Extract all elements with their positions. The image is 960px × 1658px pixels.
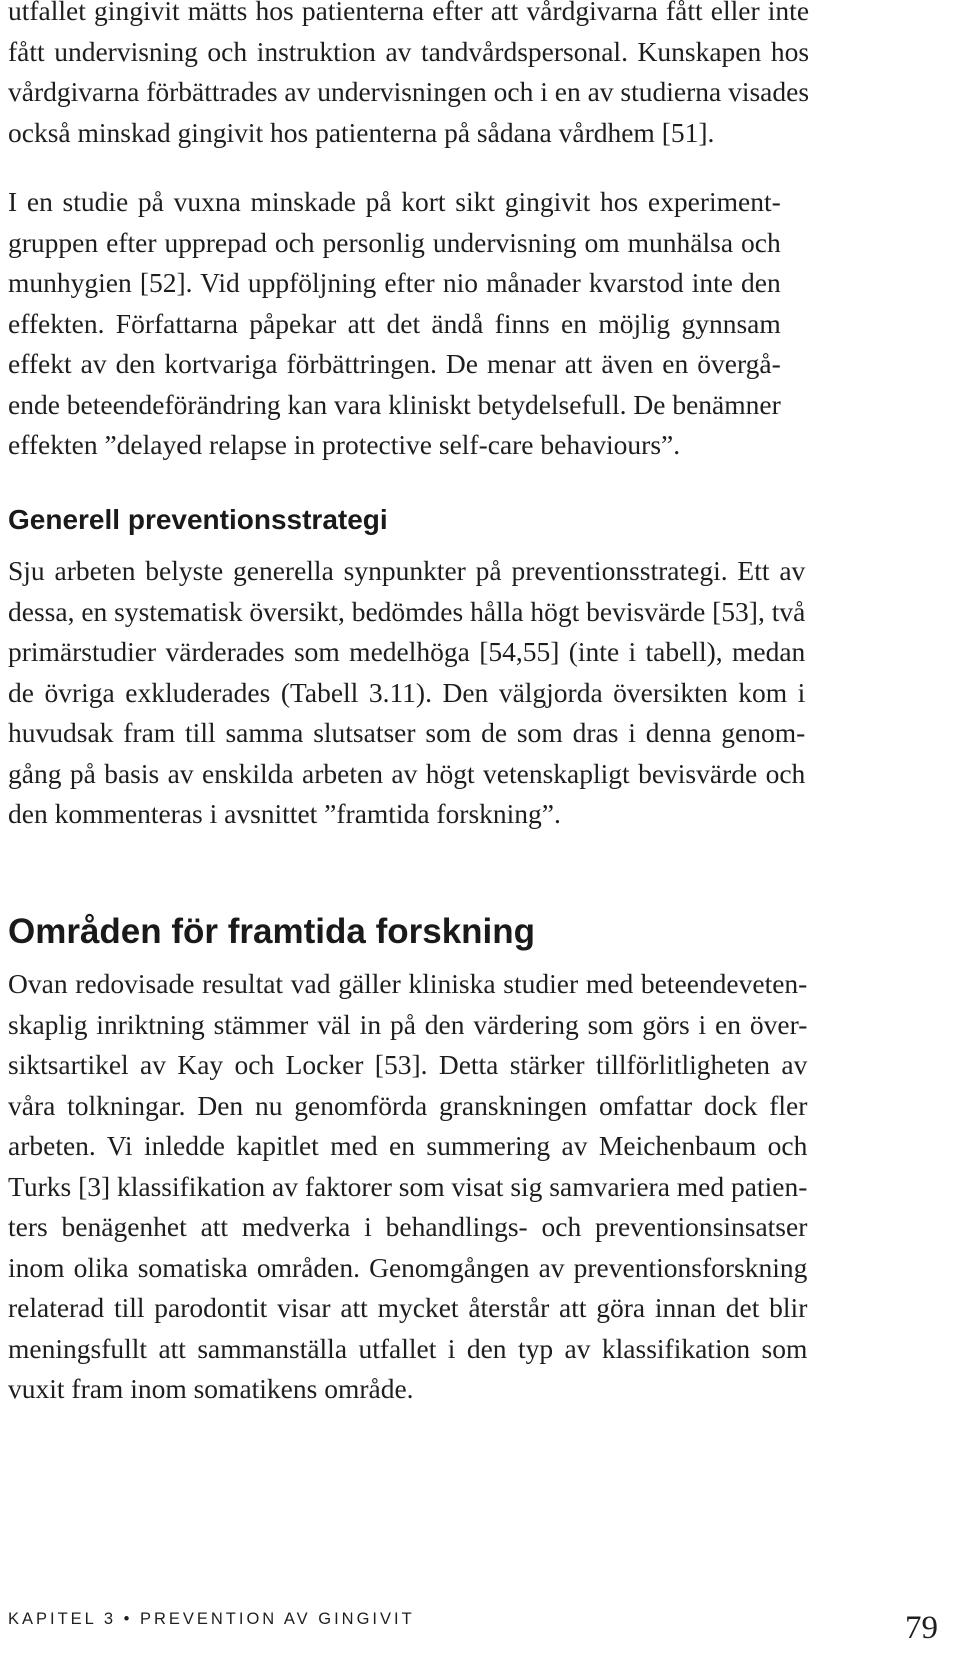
text-line: vårdgivarna förbättrades av undervisningen och i en av studierna visades — [8, 76, 810, 107]
running-footer-chapter: KAPITEL 3 • PREVENTION AV GINGIVIT — [8, 1610, 415, 1628]
text-line: munhygien [52]. Vid uppföljning efter nio månader kvarstod inte den — [8, 267, 781, 298]
text-line: effekten. Författarna påpekar att det ändå finns en möjlig gynnsam — [8, 307, 781, 339]
text-line: inom olika somatiska områden. Genomgången av preventionsforskning — [8, 1251, 808, 1283]
text-line: också minskad gingivit hos patienterna på sådana vårdhem [51]. — [8, 116, 715, 148]
text-line: de övriga exkluderades (Tabell 3.11). Den välgjorda översikten kom i — [8, 676, 806, 708]
paragraph-2 — [8, 182, 781, 466]
text-line: Ovan redovisade resultat vad gäller kliniska studier med beteendeveten- — [8, 968, 808, 999]
text-line: effekt av den kortvariga förbättringen. De menar att även en övergå- — [8, 348, 781, 379]
paragraph-1 — [8, 0, 809, 153]
section-heading-generell-preventionsstrategi: Generell preventionsstrategi — [8, 504, 388, 535]
text-line: meningsfullt att sammanställa utfallet i den typ av klassifikation som — [8, 1332, 808, 1364]
text-line: siktsartikel av Kay och Locker [53]. Detta stärker tillförlitligheten av — [8, 1049, 808, 1080]
paragraph-4 — [8, 964, 807, 1410]
text-line: gruppen efter upprepad och personlig undervisning om munhälsa och — [8, 226, 781, 258]
text-line: Turks [3] klassifikation av faktorer som visat sig samvariera med patien- — [8, 1170, 808, 1202]
text-line: utfallet gingivit mätts hos patienterna efter att vårdgivarna fått eller inte — [8, 0, 810, 26]
text-line: arbeten. Vi inledde kapitlet med en summering av Meichenbaum och — [8, 1130, 808, 1161]
text-line: gång på basis av enskilda arbeten av högt vetenskapligt bevisvärde och — [8, 757, 806, 789]
text-line: ende beteendeförändring kan vara kliniskt betydelsefull. De benämner — [8, 388, 781, 420]
text-line: effekten ”delayed relapse in protective self-care behaviours”. — [8, 429, 681, 460]
text-line: huvudsak fram till samma slutsatser som de som dras i denna genom- — [8, 717, 806, 748]
text-line: den kommenteras i avsnittet ”framtida forskning”. — [8, 798, 561, 829]
text-line: Sju arbeten belyste generella synpunkter på preventionsstrategi. Ett av — [8, 555, 806, 586]
text-line: relaterad till parodontit visar att mycket återstår att göra innan det blir — [8, 1292, 808, 1323]
page-number: 79 — [905, 1610, 938, 1646]
text-line: skaplig inriktning stämmer väl in på den värdering som görs i en över- — [8, 1008, 808, 1040]
text-line: våra tolkningar. Den nu genomförda granskningen omfattar dock fler — [8, 1089, 808, 1121]
text-line: ters benägenhet att medverka i behandlings- och preventionsinsatser — [8, 1211, 808, 1242]
paragraph-3 — [8, 551, 805, 835]
text-line: fått undervisning och instruktion av tandvårdspersonal. Kunskapen hos — [8, 35, 810, 67]
text-line: primärstudier värderades som medelhöga [54,55] (inte i tabell), medan — [8, 636, 806, 667]
section-heading-omraden-for-framtida-forskning: Områden för framtida forskning — [8, 912, 536, 951]
text-line: dessa, en systematisk översikt, bedömdes hålla högt bevisvärde [53], två — [8, 595, 806, 627]
text-line: I en studie på vuxna minskade på kort sikt gingivit hos experiment- — [8, 186, 781, 217]
text-line: vuxit fram inom somatikens område. — [8, 1373, 414, 1404]
